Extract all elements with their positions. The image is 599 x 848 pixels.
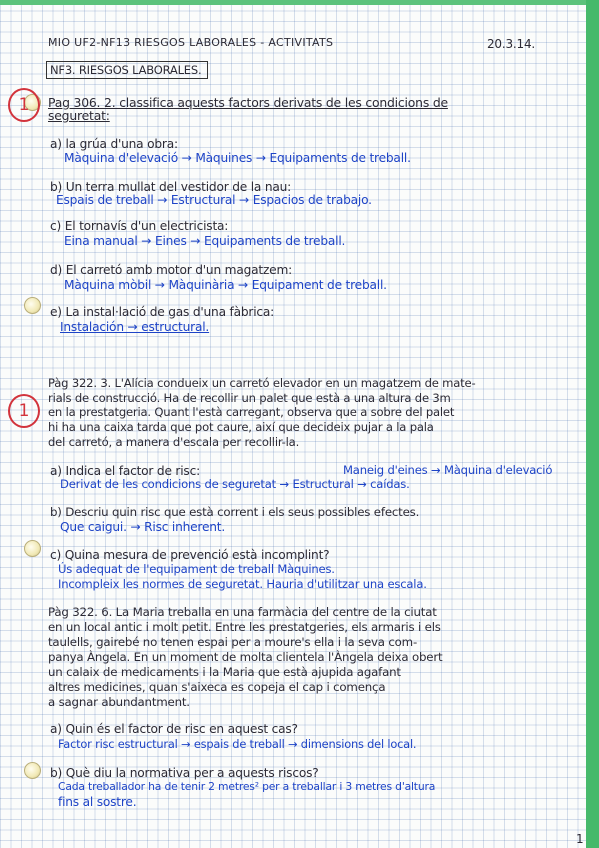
top-border: [0, 0, 599, 5]
question-text: d) El carretó amb motor d'un magatzem:: [50, 263, 293, 277]
page-number: 1: [576, 832, 584, 846]
answer-text: Instalación → estructural.: [60, 320, 210, 334]
question-text: c) Quina mesura de prevenció està incomplint?: [50, 548, 330, 562]
answer-text: Ús adequat de l'equipament de treball Màquines.: [58, 562, 335, 576]
binder-hole: [24, 297, 41, 314]
page-header: MIO UF2-NF13 RIESGOS LABORALES - ACTIVITATS: [48, 36, 334, 49]
exercise-statement: Pag 306. 2. classifica aquests factors derivats de les condicions de: [48, 95, 448, 110]
exercise-statement: taulells, gairebé no tenen espai per a moure's ella i la seva com-: [48, 635, 418, 649]
question-text: a) la grúa d'una obra:: [50, 137, 178, 151]
exercise-statement: seguretat:: [48, 108, 110, 123]
exercise-statement: Pàg 322. 3. L'Alícia condueix un carretó elevador en un magatzem de mate-: [48, 376, 476, 390]
right-border: [586, 0, 599, 848]
exercise-statement: un calaix de medicaments i la Maria que està ajupida agafant: [48, 665, 401, 679]
exercise-statement: a sagnar abundantment.: [48, 695, 190, 709]
answer-text: Màquina mòbil → Màquinària → Equipament de treball.: [64, 278, 387, 292]
page-title: NF3. RIESGOS LABORALES.: [50, 63, 202, 77]
question-text: b) Descriu quin risc que està corrent i els seus possibles efectes.: [50, 505, 420, 519]
exercise-statement: panya Àngela. En un moment de molta clientela l'Àngela deixa obert: [48, 650, 443, 664]
header-date: 20.3.14.: [487, 37, 536, 51]
exercise-statement: rials de construcció. Ha de recollir un palet que està a una altura de 3m: [48, 391, 451, 405]
question-text: b) Què diu la normativa per a aquests riscos?: [50, 766, 319, 780]
exercise-statement: en un local antic i molt petit. Entre les prestatgeries, els armaris i els: [48, 620, 441, 634]
question-text: c) El tornavís d'un electricista:: [50, 219, 229, 233]
answer-text: Màquina d'elevació → Màquines → Equipaments de treball.: [64, 151, 411, 165]
exercise-statement: hi ha una caixa tarda que pot caure, així que decideix pujar a la pala: [48, 420, 434, 434]
question-text: e) La instal·lació de gas d'una fàbrica:: [50, 305, 275, 319]
question-text: a) Indica el factor de risc:: [50, 464, 200, 478]
answer-text: Maneig d'eines → Màquina d'elevació: [343, 463, 553, 477]
answer-text: Incompleix les normes de seguretat. Hauria d'utilitzar una escala.: [58, 577, 427, 591]
exercise-statement: Pàg 322. 6. La Maria treballa en una farmàcia del centre de la ciutat: [48, 605, 437, 619]
exercise-statement: del carretó, a manera d'escala per recollir-la.: [48, 435, 300, 449]
question-text: b) Un terra mullat del vestidor de la nau:: [50, 180, 292, 194]
exercise-statement: en la prestatgeria. Quant l'està carregant, observa que a sobre del palet: [48, 405, 455, 419]
binder-hole: [24, 540, 41, 557]
exercise-statement: altres medicines, quan s'aixeca es copeja el cap i comença: [48, 680, 386, 694]
answer-text: Espais de treball → Estructural → Espacios de trabajo.: [56, 193, 372, 207]
answer-text: Eina manual → Eines → Equipaments de treball.: [64, 234, 346, 248]
answer-text: Cada treballador ha de tenir 2 metres² per a treballar i 3 metres d'altura: [58, 780, 436, 793]
question-text: a) Quin és el factor de risc en aquest cas?: [50, 722, 298, 736]
red-circle-mark: 1: [8, 394, 40, 428]
answer-text: fins al sostre.: [58, 795, 137, 809]
red-circle-mark: 1: [8, 88, 40, 122]
answer-text: Factor risc estructural → espais de treball → dimensions del local.: [58, 737, 417, 751]
binder-hole: [24, 762, 41, 779]
answer-text: Que caigui. → Risc inherent.: [60, 520, 226, 534]
answer-text: Derivat de les condicions de seguretat → Estructural → caídas.: [60, 477, 410, 491]
